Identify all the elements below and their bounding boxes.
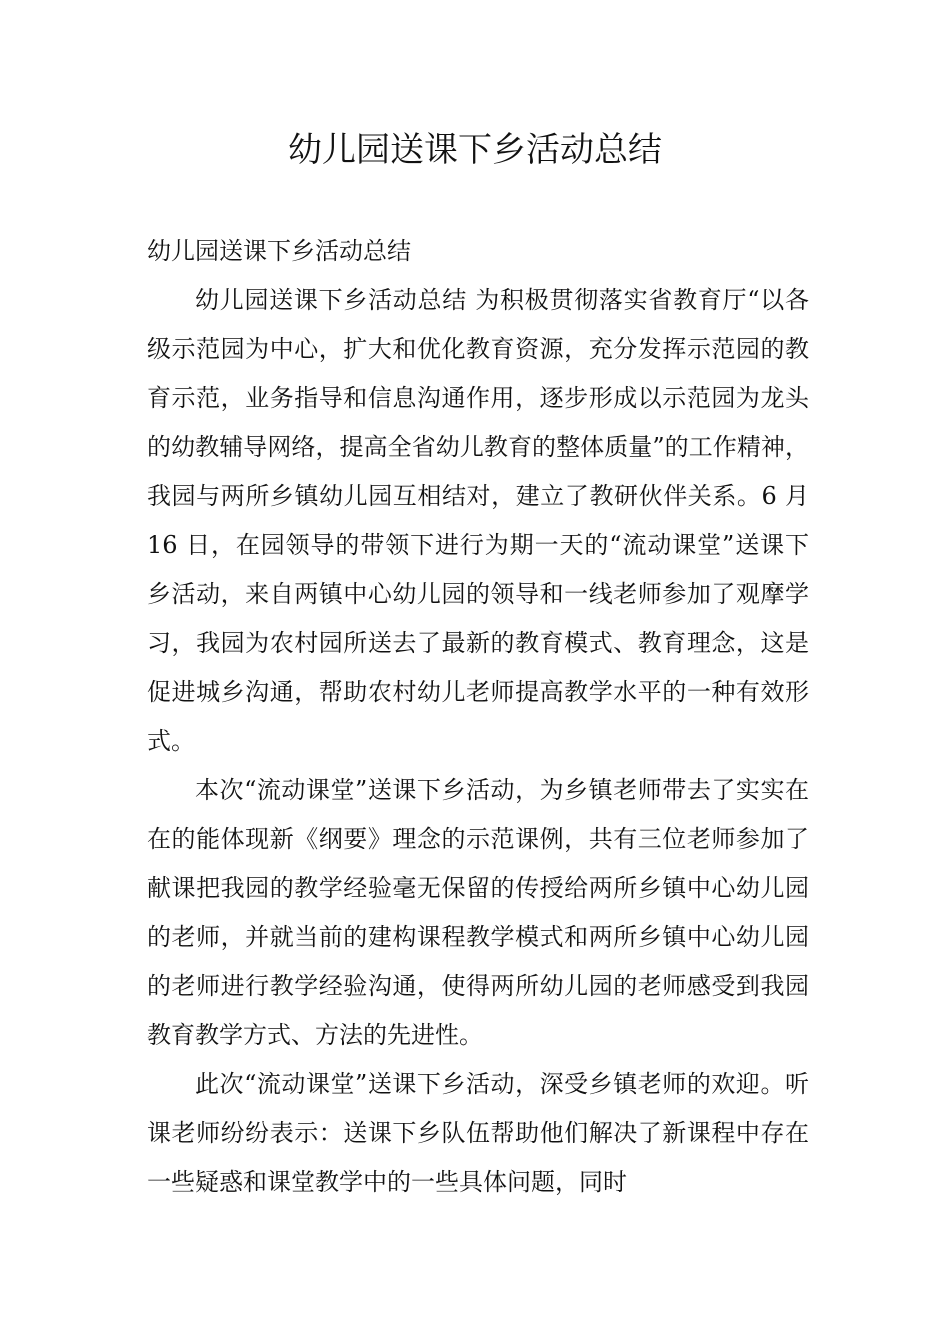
paragraph-3: 此次“流动课堂”送课下乡活动，深受乡镇老师的欢迎。听课老师纷纷表示：送课下乡队伍帮助他们解决了新课程中存在一些疑惑和课堂教学中的一些具体问题，同时 — [147, 1070, 809, 1196]
intro-line: 幼儿园送课下乡活动总结 — [147, 237, 411, 265]
paragraph-1: 幼儿园送课下乡活动总结 为积极贯彻落实省教育厅“以各级示范园为中心，扩大和优化教育资源，充分发挥示范园的教育示范，业务指导和信息沟通作用，逐步形成以示范园为龙头的幼教辅导网络，提高全省幼儿教育的整体质量”的工作精神，我园与两所乡镇幼儿园互相结对，建立了教研伙伴关系。6 月 16 日，在园领导的带领下进行为期一天的“流动课堂”送课下乡活动，来自两镇中心幼儿园的领导和一线老师参加了观摩学习，我园为农村园所送去了最新的教育模式、教育理念，这是促进城乡沟通，帮助农村幼儿老师提高教学水平的一种有效形式。 — [147, 286, 809, 755]
document-title: 幼儿园送课下乡活动总结 — [288, 130, 662, 170]
document-body — [147, 227, 809, 1207]
paragraph-2: 本次“流动课堂”送课下乡活动，为乡镇老师带去了实实在在的能体现新《纲要》理念的示范课例，共有三位老师参加了献课把我园的教学经验毫无保留的传授给两所乡镇中心幼儿园的老师，并就当前的建构课程教学模式和两所乡镇中心幼儿园的老师进行教学经验沟通，使得两所幼儿园的老师感受到我园教育教学方式、方法的先进性。 — [147, 776, 809, 1049]
